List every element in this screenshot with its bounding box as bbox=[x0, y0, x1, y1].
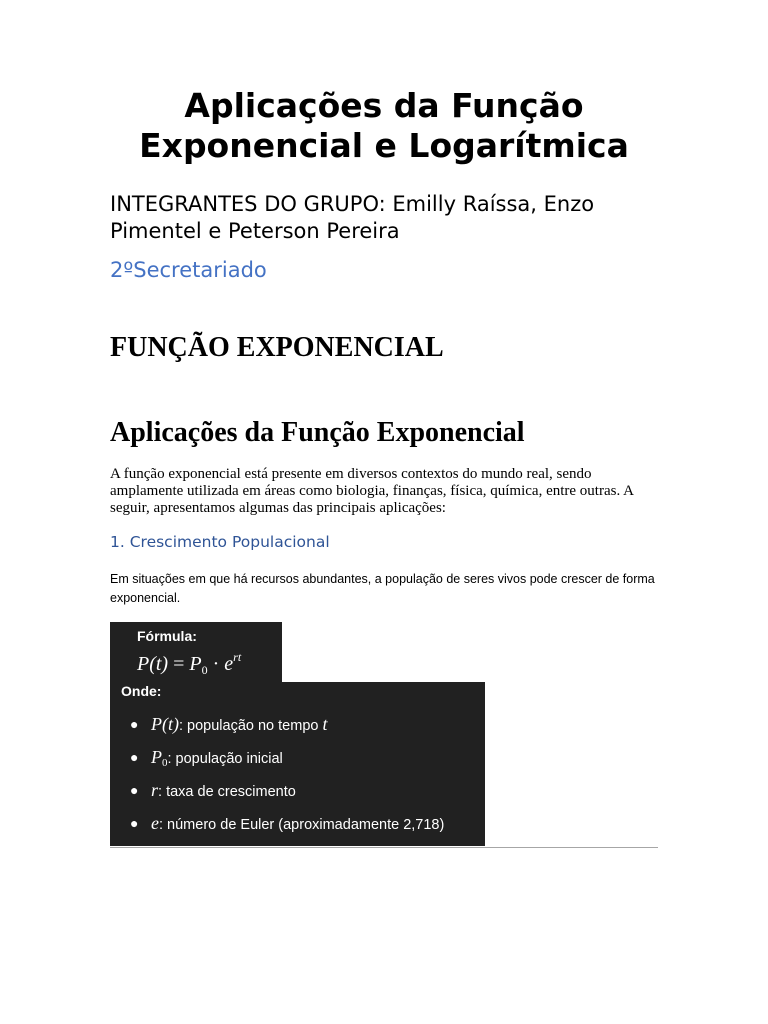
intro-paragraph: A função exponencial está presente em diversos contextos do mundo real, sendo amplamente utilizada em áreas como biologia, finanças, física, química, entre outras. A seguir, apresentamos algumas das principais aplicações: bbox=[110, 466, 634, 516]
definition-item: ● e: número de Euler (aproximadamente 2,718) bbox=[110, 807, 485, 840]
group-members: INTEGRANTES DO GRUPO: Emilly Raíssa, Enzo Pimentel e Peterson Pereira bbox=[110, 192, 595, 243]
onde-label: Onde: bbox=[121, 683, 162, 699]
definition-item: ● $P_0$: população inicial bbox=[110, 741, 485, 774]
section-heading: FUNÇÃO EXPONENCIAL bbox=[110, 332, 444, 363]
horizontal-rule bbox=[110, 847, 658, 848]
definition-list bbox=[110, 708, 485, 840]
formula-image-definitions bbox=[110, 682, 485, 846]
bullet-icon: ● bbox=[130, 716, 139, 732]
bullet-icon: ● bbox=[130, 782, 139, 798]
definition-item: ● P(t): população no tempo t bbox=[110, 708, 485, 741]
course-name: 2ºSecretariado bbox=[110, 258, 267, 282]
item-heading: 1. Crescimento Populacional bbox=[110, 533, 330, 551]
subsection-heading: Aplicações da Função Exponencial bbox=[110, 417, 525, 448]
formula-label: Fórmula: bbox=[137, 628, 197, 644]
item-paragraph: Em situações em que há recursos abundantes, a população de seres vivos pode crescer de forma exponencial. bbox=[110, 572, 655, 605]
formula-image-top bbox=[110, 622, 282, 682]
formula-expression: $P(t) = P_0 \cdot e^{rt}$ bbox=[137, 650, 242, 677]
bullet-icon: ● bbox=[130, 749, 139, 765]
document-title: Aplicações da Função Exponencial e Logarítmica bbox=[139, 86, 629, 165]
bullet-icon: ● bbox=[130, 815, 139, 831]
definition-item: ● r: taxa de crescimento bbox=[110, 774, 485, 807]
